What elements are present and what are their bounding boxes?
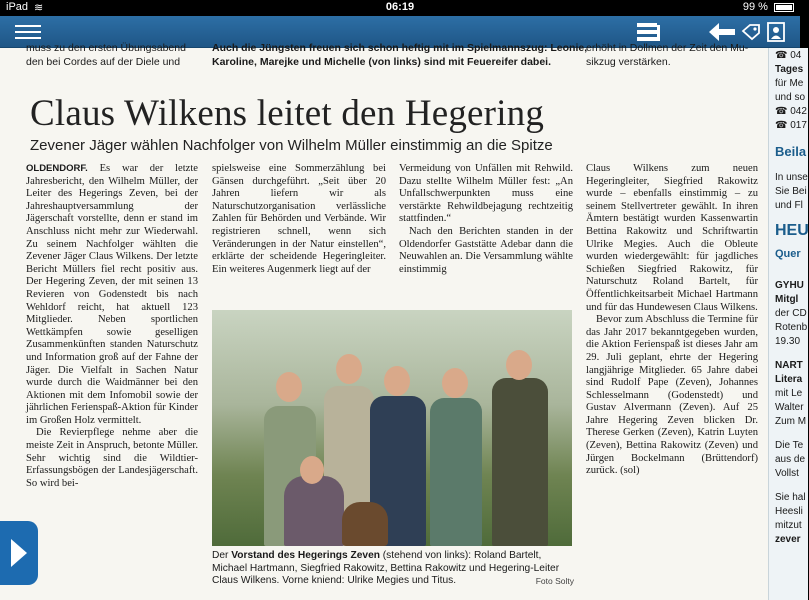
adjacent-text: Zum M xyxy=(775,416,807,427)
adjacent-text: für Me xyxy=(775,78,804,89)
adjacent-text: GYHU xyxy=(775,280,804,291)
adjacent-text: mit Le xyxy=(775,388,803,399)
person-head xyxy=(300,456,324,484)
adjacent-text: In unse xyxy=(775,172,808,183)
adjacent-text: NART xyxy=(775,360,803,371)
adjacent-heading: Quer xyxy=(775,248,801,260)
article-text: Es war der letzte Jahresbericht, den Wilhelm Müller, der Leiter des Hegerings Zeven, bei der Jahreshauptversammlung der Jägerschaft vorstellte, denn er stand im Anschluss nicht mehr zur Wiederwahl. Zu seinem Nachfolger wählten die Zevener Jäger Claus Wilkens. Der letzte Bericht Müllers fiel recht positiv aus. Der Hegering Zeven, der mit seinen 13 Revieren von Godenstedt bis nach Wehldorf reicht, hat aktuell 123 Mitglieder. Neben sportlichen Wettkämpfen sowie geselligen Zusammenkünften standen Naturschutz und Information groß auf der Fahne der Jäger. Die Vielfalt in Sachen Natur wurde durch die Waidmänner bei den Aktionen mit dem Infomobil sowie der jährlichen Ferienspaß-Aktion für Kinder im Großen Holz vermittelt. xyxy=(26,163,198,426)
previous-caption-line: Karoline, Marejke und Michelle (von links) sind mit Feuereifer dabei. xyxy=(212,56,551,68)
previous-caption-line: Auch die Jüngsten freuen sich schon heftig mit im Spielmannszug: Leonie, xyxy=(212,42,588,54)
article-text: Claus Wilkens zum neuen Hegeringleiter, Siegfried Rakowitz wurde – ebenfalls einstimmig – zu seinem Stellvertreter gewählt. In ihren Ämtern bestätigt wurden Kassenwartin Bettina Rakowitz und Schriftwartin Ulrike Megies. Auch die Obleute wurden wiedergewählt: für jagdliches Schießen Siegfried Rakowitz, für Naturschutz Roland Bartelt, für Öffentlichkeitsarbeit Michael Hartmann und für das Hundewesen Claus Wilkens. xyxy=(586,163,758,313)
article-column-3 xyxy=(399,163,573,276)
battery-indicator xyxy=(743,1,794,13)
previous-article-line: sikzug verstärken. xyxy=(586,56,671,68)
person-head xyxy=(506,350,532,380)
person-figure xyxy=(492,378,548,546)
article-text: Vermeidung von Unfällen mit Rehwild. Dazu stellte Wilhelm Müller fest: „An Unfallschwerpunkten muss eine verstärkte Rehwildbejagung rechtzeitig stattfinden.“ xyxy=(399,163,573,225)
clock: 06:19 xyxy=(385,1,415,13)
article-text: Bevor zum Abschluss die Termine für das Jahr 2017 bekanntgegeben wurden, die Aktion Ferienspaß ist dieses Jahr am 29. Juli geplant, ehrte der Hegering langjährige Mitglieder. 65 Jahre dabei sind Rudolf Pape (Zeven), Johannes Schlesselmann (Godenstedt) und Gustav Alvermann (Zeven). Auf 25 Jahre Hegering Zeven blicken Dr. Therese Gerken (Zeven), Katrin Luyten (Zeven), Bettina Rakowitz (Zeven) und Jürgen Bockelmann (Brüttendorf) zurück. (sol) xyxy=(586,314,758,477)
group-photo[interactable] xyxy=(212,310,572,546)
person-head xyxy=(384,366,410,396)
previous-article-line: erhöht in Dollmen der Zeit den Mu- xyxy=(586,42,749,54)
adjacent-page-column xyxy=(768,48,808,600)
kneeling-person xyxy=(284,476,344,546)
article-text: Die Revierpflege nehme aber die meiste Zeit in Anspruch, betonte Müller. Sehr wichtig sind die Wildtier-Erfassungsbögen der Landesjägerschaft. So wird bei- xyxy=(26,427,198,489)
adjacent-text: mitzut xyxy=(775,520,802,531)
adjacent-text: 19.30 xyxy=(775,336,801,347)
article-text: Nach den Berichten standen in der Oldendorfer Gaststätte Adebar dann die Neuwahlen an. Die Versammlung wählte einstimmig xyxy=(399,225,573,275)
person-figure xyxy=(430,398,482,546)
photo-credit: Foto Solty xyxy=(535,576,574,587)
status-bar xyxy=(0,0,800,16)
adjacent-text: Die Te xyxy=(775,440,804,451)
adjacent-text: Vollst xyxy=(775,468,799,479)
adjacent-text: Sie Bei xyxy=(775,186,807,197)
article-column-4 xyxy=(586,163,758,478)
adjacent-text: ☎ 04 xyxy=(775,50,802,61)
user-icon[interactable] xyxy=(765,16,787,48)
wifi-icon: ≋ xyxy=(34,2,44,14)
person-head xyxy=(276,372,302,402)
adjacent-text: Tages xyxy=(775,64,804,75)
previous-article-line: muss zu den ersten Übungsabend xyxy=(26,42,186,54)
adjacent-text: der CD xyxy=(775,308,807,319)
adjacent-text: Litera xyxy=(775,374,803,385)
article-headline: Claus Wilkens leitet den Hegering xyxy=(30,93,545,134)
adjacent-text: zever xyxy=(775,534,801,545)
adjacent-text: Rotenb xyxy=(775,322,808,333)
adjacent-text: Walter xyxy=(775,402,804,413)
battery-percent: 99 % xyxy=(742,1,768,13)
device-label: iPad xyxy=(6,1,29,13)
caption-text: Der xyxy=(212,550,232,561)
adjacent-text: und so xyxy=(775,92,806,103)
dog-figure xyxy=(342,502,388,546)
page-prev-tab-button[interactable] xyxy=(0,521,38,585)
adjacent-text: und Fl xyxy=(775,200,803,211)
newspaper-page[interactable] xyxy=(0,42,809,600)
battery-icon xyxy=(774,3,794,12)
article-column-2 xyxy=(212,163,386,276)
dateline: OLDENDORF. xyxy=(26,163,88,174)
adjacent-text: ☎ 017 xyxy=(775,120,807,131)
previous-article-line: den bei Cordes auf der Diele und xyxy=(26,56,181,68)
person-head xyxy=(442,368,468,398)
adjacent-text: ☎ 042 xyxy=(775,106,807,117)
article-column-1 xyxy=(26,163,198,490)
caption-bold: Vorstand des Hegerings Zeven xyxy=(231,550,380,561)
adjacent-text: Heesli xyxy=(775,506,803,517)
photo-caption xyxy=(212,550,574,588)
adjacent-heading: Beila xyxy=(775,144,807,159)
caption-text: (stehend von links): Roland Bartelt, Michael Hartmann, Siegfried Rakowitz, Bettina Rakowitz und Hegering-Leiter Claus Wilkens. Vorne kniend: Ulrike Megies und Titus. xyxy=(212,550,560,587)
adjacent-text: Mitgl xyxy=(775,294,799,305)
adjacent-heading: HEU xyxy=(775,222,809,239)
person-head xyxy=(336,354,362,384)
adjacent-text: aus de xyxy=(775,454,806,465)
article-text: spielsweise eine Sommerzählung bei Gänsen durchgeführt. „Seit über 20 Jahren liefern wir als Naturschutzorganisation verlässliche Zahlen für Behörden und Verbände. Wir registrieren schnell, wenn sich Veränderungen in der Natur einstellen“, erklärte der scheidende Hegeringleiter. Ein weiteres Augenmerk liegt auf der xyxy=(212,163,386,275)
adjacent-text: Sie hal xyxy=(775,492,806,503)
article-subheadline: Zevener Jäger wählen Nachfolger von Wilhelm Müller einstimmig an die Spitze xyxy=(30,137,553,154)
